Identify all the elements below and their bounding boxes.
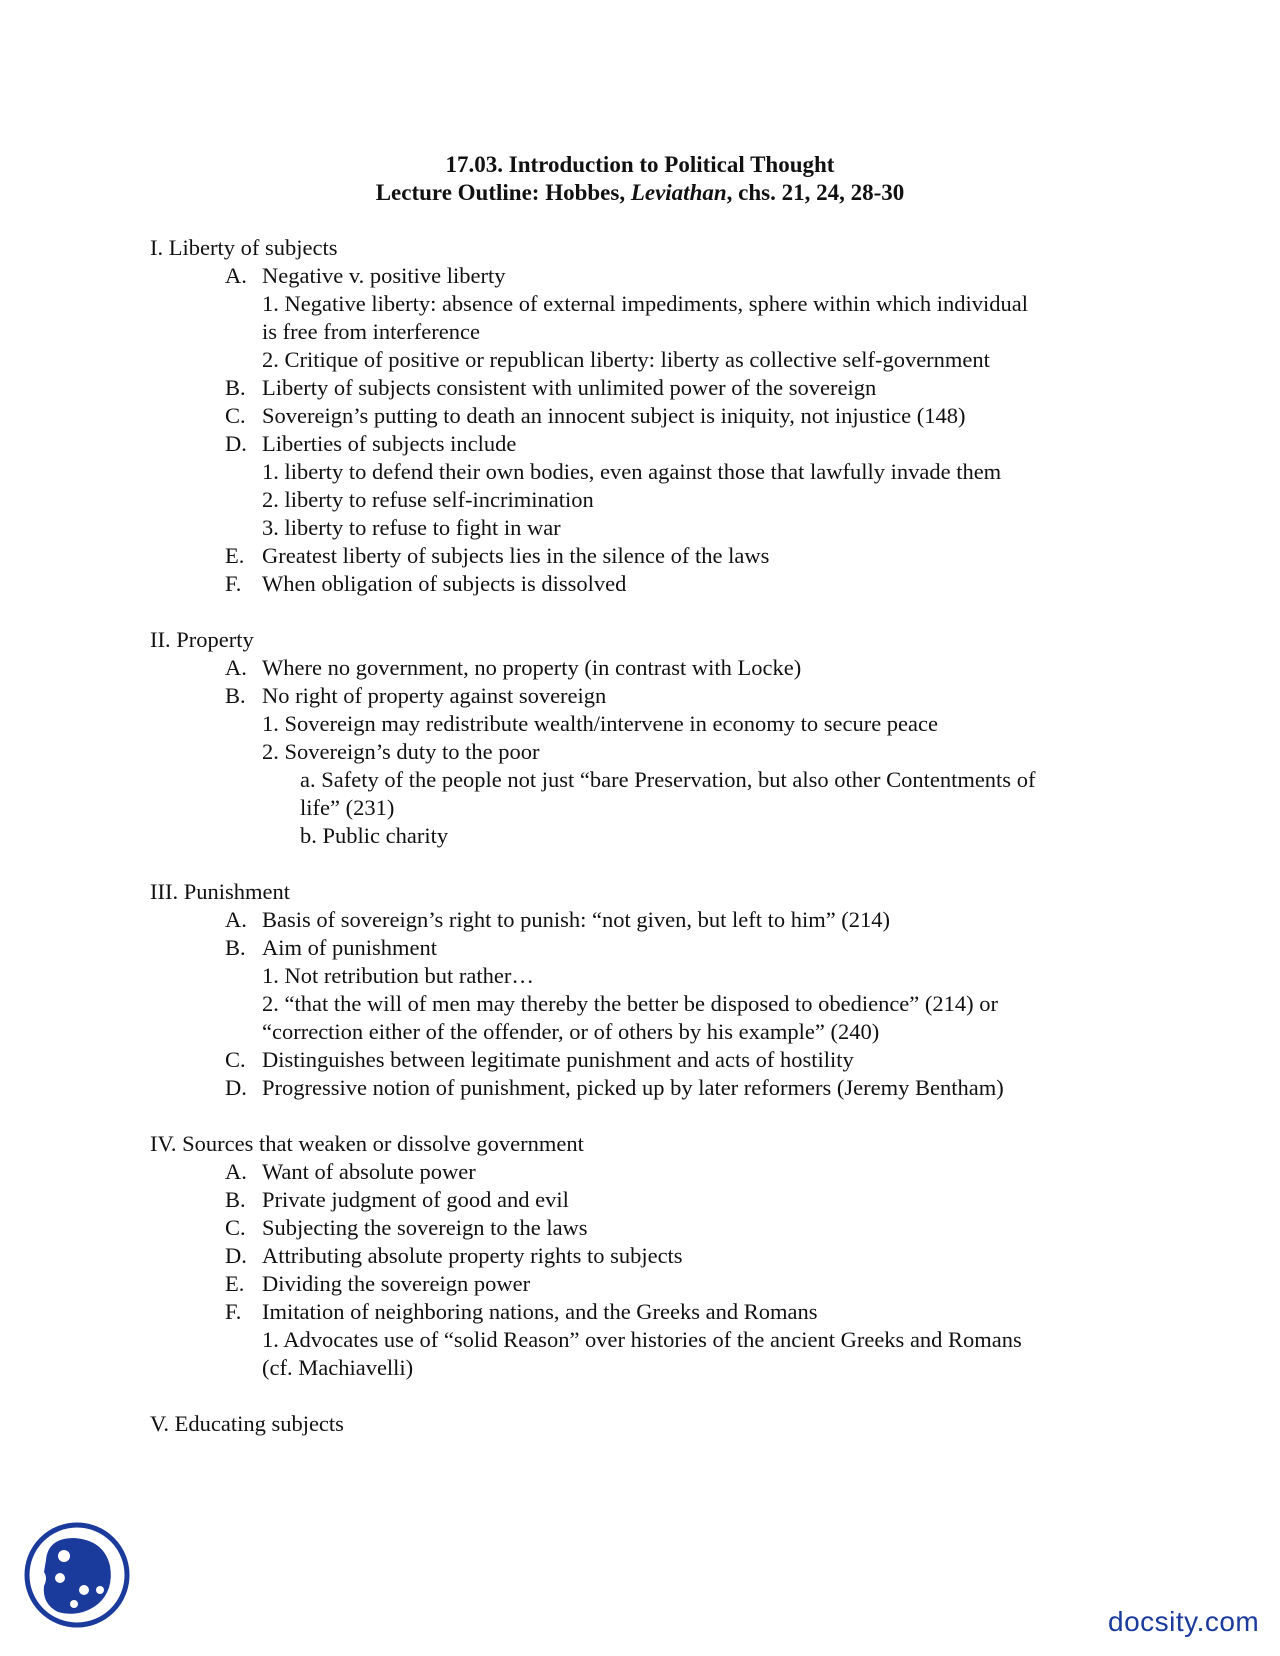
- outline-subsubitem: b. Public charity: [300, 823, 449, 848]
- outline-item: No right of property against sovereign: [262, 683, 607, 708]
- outline-marker: C.: [225, 1047, 246, 1072]
- outline-subitem: 1. Negative liberty: absence of external impediments, sphere within which individual: [262, 291, 1029, 316]
- outline-subitem: 1. Not retribution but rather…: [262, 963, 534, 988]
- outline-item: Liberties of subjects include: [262, 431, 517, 456]
- outline-subitem: 2. “that the will of men may thereby the better be disposed to obedience” (214) or: [262, 991, 999, 1016]
- outline-item: Aim of punishment: [262, 935, 437, 960]
- outline-marker: C.: [225, 1215, 246, 1240]
- outline-marker: D.: [225, 431, 247, 456]
- outline-item: Subjecting the sovereign to the laws: [262, 1215, 588, 1240]
- outline-subitem: 3. liberty to refuse to fight in war: [262, 515, 561, 540]
- outline-subitem: 1. Sovereign may redistribute wealth/intervene in economy to secure peace: [262, 711, 938, 736]
- outline-marker: D.: [225, 1075, 247, 1100]
- outline-item: Liberty of subjects consistent with unlimited power of the sovereign: [262, 375, 877, 400]
- outline-marker: F.: [225, 1299, 242, 1324]
- outline-item: Greatest liberty of subjects lies in the silence of the laws: [262, 543, 770, 568]
- outline-marker: B.: [225, 683, 246, 708]
- outline-item: Dividing the sovereign power: [262, 1271, 531, 1296]
- docsity-brand-link[interactable]: docsity.com: [1108, 1606, 1260, 1637]
- document-title: 17.03. Introduction to Political Thought: [445, 152, 835, 177]
- outline-marker: B.: [225, 375, 246, 400]
- outline-subitem-continued: is free from interference: [262, 319, 480, 344]
- outline-subitem-continued: (cf. Machiavelli): [262, 1355, 414, 1380]
- outline-marker: A.: [225, 263, 247, 288]
- outline-subitem: 2. Critique of positive or republican liberty: liberty as collective self-government: [262, 347, 990, 372]
- section-heading: III. Punishment: [150, 879, 290, 904]
- section-heading: II. Property: [150, 627, 254, 652]
- outline-item: Imitation of neighboring nations, and the Greeks and Romans: [262, 1299, 818, 1324]
- outline-item: When obligation of subjects is dissolved: [262, 571, 627, 596]
- outline-subsubitem: a. Safety of the people not just “bare Preservation, but also other Contentments of: [300, 767, 1036, 792]
- outline-marker: C.: [225, 403, 246, 428]
- section-heading: I. Liberty of subjects: [150, 235, 338, 260]
- outline-marker: B.: [225, 935, 246, 960]
- outline-item: Attributing absolute property rights to subjects: [262, 1243, 683, 1268]
- outline-subitem: 2. Sovereign’s duty to the poor: [262, 739, 540, 764]
- outline-item: Where no government, no property (in contrast with Locke): [262, 655, 802, 680]
- outline-marker: A.: [225, 655, 247, 680]
- outline-subitem: 1. Advocates use of “solid Reason” over histories of the ancient Greeks and Romans: [262, 1327, 1022, 1352]
- outline-item: Negative v. positive liberty: [262, 263, 506, 288]
- outline-marker: A.: [225, 1159, 247, 1184]
- outline-item: Private judgment of good and evil: [262, 1187, 569, 1212]
- outline-item: Basis of sovereign’s right to punish: “not given, but left to him” (214): [262, 907, 891, 932]
- outline-item: Sovereign’s putting to death an innocent subject is iniquity, not injustice (148): [262, 403, 966, 428]
- section-heading: IV. Sources that weaken or dissolve government: [150, 1131, 584, 1156]
- outline-subsubitem-continued: life” (231): [300, 795, 395, 820]
- document-subtitle: Lecture Outline: Hobbes, Leviathan, chs. 21, 24, 28-30: [375, 180, 905, 205]
- docsity-logo-icon[interactable]: [22, 1520, 132, 1630]
- outline-item: Want of absolute power: [262, 1159, 476, 1184]
- outline-marker: E.: [225, 1271, 245, 1296]
- outline-subitem: 2. liberty to refuse self-incrimination: [262, 487, 594, 512]
- section-heading: V. Educating subjects: [150, 1411, 344, 1436]
- outline-item: Progressive notion of punishment, picked up by later reformers (Jeremy Bentham): [262, 1075, 1004, 1100]
- outline-marker: B.: [225, 1187, 246, 1212]
- outline-marker: D.: [225, 1243, 247, 1268]
- outline-subitem: 1. liberty to defend their own bodies, even against those that lawfully invade them: [262, 459, 1002, 484]
- outline-marker: F.: [225, 571, 242, 596]
- outline-marker: A.: [225, 907, 247, 932]
- outline-item: Distinguishes between legitimate punishment and acts of hostility: [262, 1047, 854, 1072]
- outline-subitem-continued: “correction either of the offender, or of others by his example” (240): [262, 1019, 880, 1044]
- outline-marker: E.: [225, 543, 245, 568]
